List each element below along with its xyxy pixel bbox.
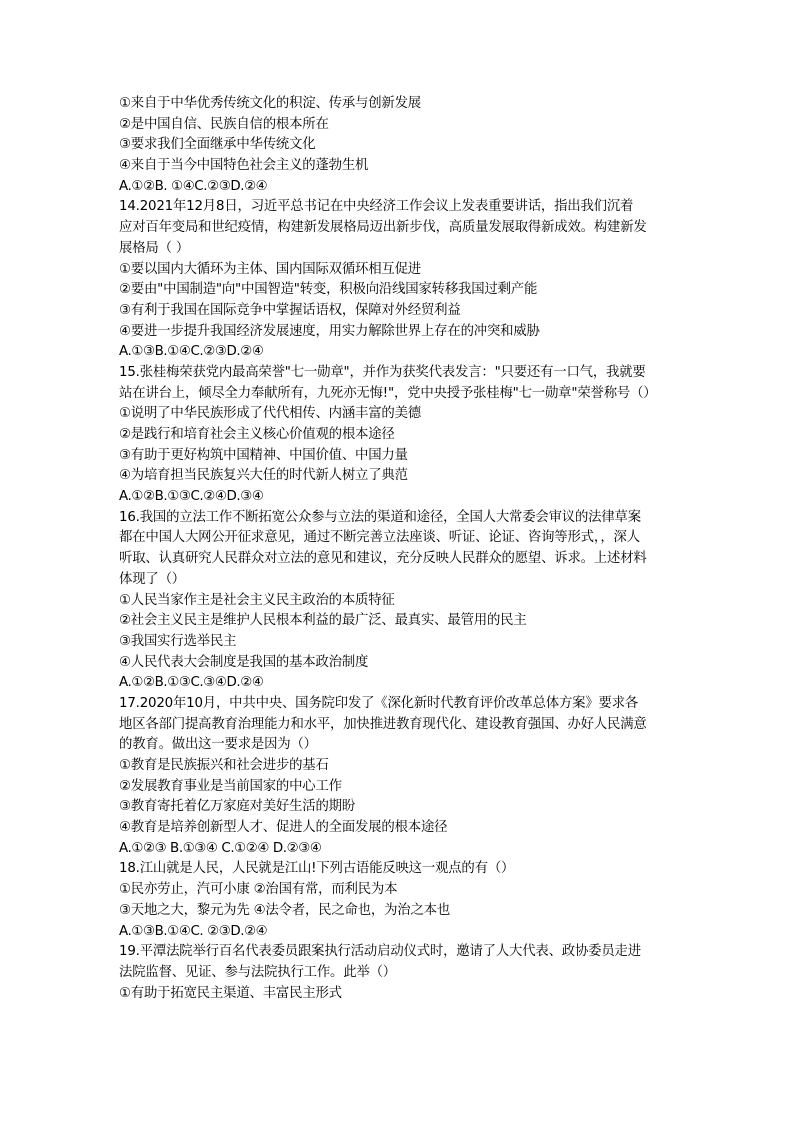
question-14-stem: 14.2021年12月8日，习近平总书记在中央经济工作会议上发表重要讲话，指出我们沉着 — [119, 199, 634, 215]
option-line: ②是中国自信、民族自信的根本所在 — [119, 116, 329, 132]
question-14-stem: 应对百年变局和世纪疫情，构建新发展格局迈出新步伐，高质量发展取得新成效。构建新发 — [119, 220, 647, 236]
question-19-stem: 法院监督、见证、参与法院执行工作。此举（） — [119, 964, 397, 980]
option-line: ③有利于我国在国际竞争中掌握话语权，保障对外经贸利益 — [119, 302, 461, 318]
option-line: ①来自于中华优秀传统文化的积淀、传承与创新发展 — [119, 96, 421, 111]
answer-choices: A.①②B.①③C.③④D.②④ — [119, 675, 264, 691]
option-line: ②要由"中国制造"向"中国智造"转变，积极向沿线国家转移我国过剩产能 — [119, 282, 538, 298]
question-18-stem: 18.江山就是人民，人民就是江山!下列古语能反映这一观点的有（） — [119, 861, 515, 877]
question-15-stem: 15.张桂梅荣获党内最高荣誉"七一勋章"，并作为获奖代表发言："只要还有一口气，我就要 — [119, 364, 646, 380]
option-line: ④来自于当今中国特色社会主义的蓬勃生机 — [119, 158, 369, 174]
question-17-stem: 的教育。做出这一要求是因为（） — [119, 737, 317, 753]
option-line: ③天地之大，黎元为先 ④法令者，民之命也，为治之本也 — [119, 902, 451, 918]
question-16-stem: 16.我国的立法工作不断拓宽公众参与立法的渠道和途径，全国人大常委会审议的法律草案 — [119, 509, 641, 525]
question-16-stem: 都在中国人大网公开征求意见，通过不断完善立法座谈、听证、论证、咨询等形式，，深人 — [119, 530, 640, 546]
question-19-stem: 19.平潭法院举行百名代表委员跟案执行活动启动仪式时，邀请了人大代表、政协委员走进 — [119, 944, 641, 960]
option-line: ④人民代表大会制度是我国的基本政治制度 — [119, 654, 369, 670]
option-line: ③有助于更好构筑中国精神、中国价值、中国力量 — [119, 447, 408, 463]
question-16-stem: 听取、认真研究人民群众对立法的意见和建议，充分反映人民群众的愿望、诉求。上述材料 — [119, 551, 647, 567]
option-line: ②发展教育事业是当前国家的中心工作 — [119, 778, 342, 794]
answer-choices: A.①②B.①③C.②④D.③④ — [119, 489, 264, 505]
question-14-stem: 展格局（ ） — [119, 240, 190, 256]
option-line: ①有助于拓宽民主渠道、丰富民主形式 — [119, 985, 342, 1001]
option-line: ①人民当家作主是社会主义民主政治的本质特征 — [119, 592, 395, 608]
option-line: ②社会主义民主是维护人民根本利益的最广泛、最真实、最管用的民主 — [119, 613, 527, 629]
answer-choices: A.①②③ B.①③④ C.①②④ D.②③④ — [119, 840, 322, 856]
option-line: ③要求我们全面继承中华传统文化 — [119, 137, 316, 153]
answer-choices: A.①②B. ①④C.②③D.②④ — [119, 178, 268, 194]
option-line: ③我国实行选举民主 — [119, 633, 237, 649]
question-17-stem: 地区各部门提高教育治理能力和水平，加快推进教育现代化、建设教育强国、办好人民满意 — [119, 716, 647, 732]
option-line: ①教育是民族振兴和社会进步的基石 — [119, 758, 329, 773]
option-line: ④要进一步提升我国经济发展速度，用实力解除世界上存在的冲突和威胁 — [119, 323, 540, 339]
option-line: ②是践行和培育社会主义核心价值观的根本途径 — [119, 427, 395, 442]
question-list — [119, 94, 685, 1004]
option-line: ④为培育担当民族复兴大任的时代新人树立了典范 — [119, 468, 408, 484]
answer-choices: A.①③B.①④C.②③D.②④ — [119, 344, 264, 360]
question-16-stem: 体现了（） — [119, 571, 185, 587]
option-line: ①说明了中华民族形成了代代相传、内涵丰富的美德 — [119, 406, 421, 422]
question-17-stem: 17.2020年10月，中共中央、国务院印发了《深化新时代教育评价改革总体方案》要求各 — [119, 695, 639, 711]
option-line: ①民亦劳止，汽可小康 ②治国有常，而利民为本 — [119, 882, 398, 898]
question-15-stem: 站在讲台上，倾尽全力奉献所有，九死亦无悔!"，党中央授予张桂梅"七一勋章"荣誉称号（） — [119, 385, 657, 401]
option-line: ④教育是培养创新型人才、促进人的全面发展的根本途径 — [119, 820, 448, 836]
option-line: ①要以国内大循环为主体、国内国际双循环相互促进 — [119, 261, 421, 277]
answer-choices: A.①③B.①④C. ②③D.②④ — [119, 923, 268, 939]
option-line: ③教育寄托着亿万家庭对美好生活的期盼 — [119, 799, 356, 815]
